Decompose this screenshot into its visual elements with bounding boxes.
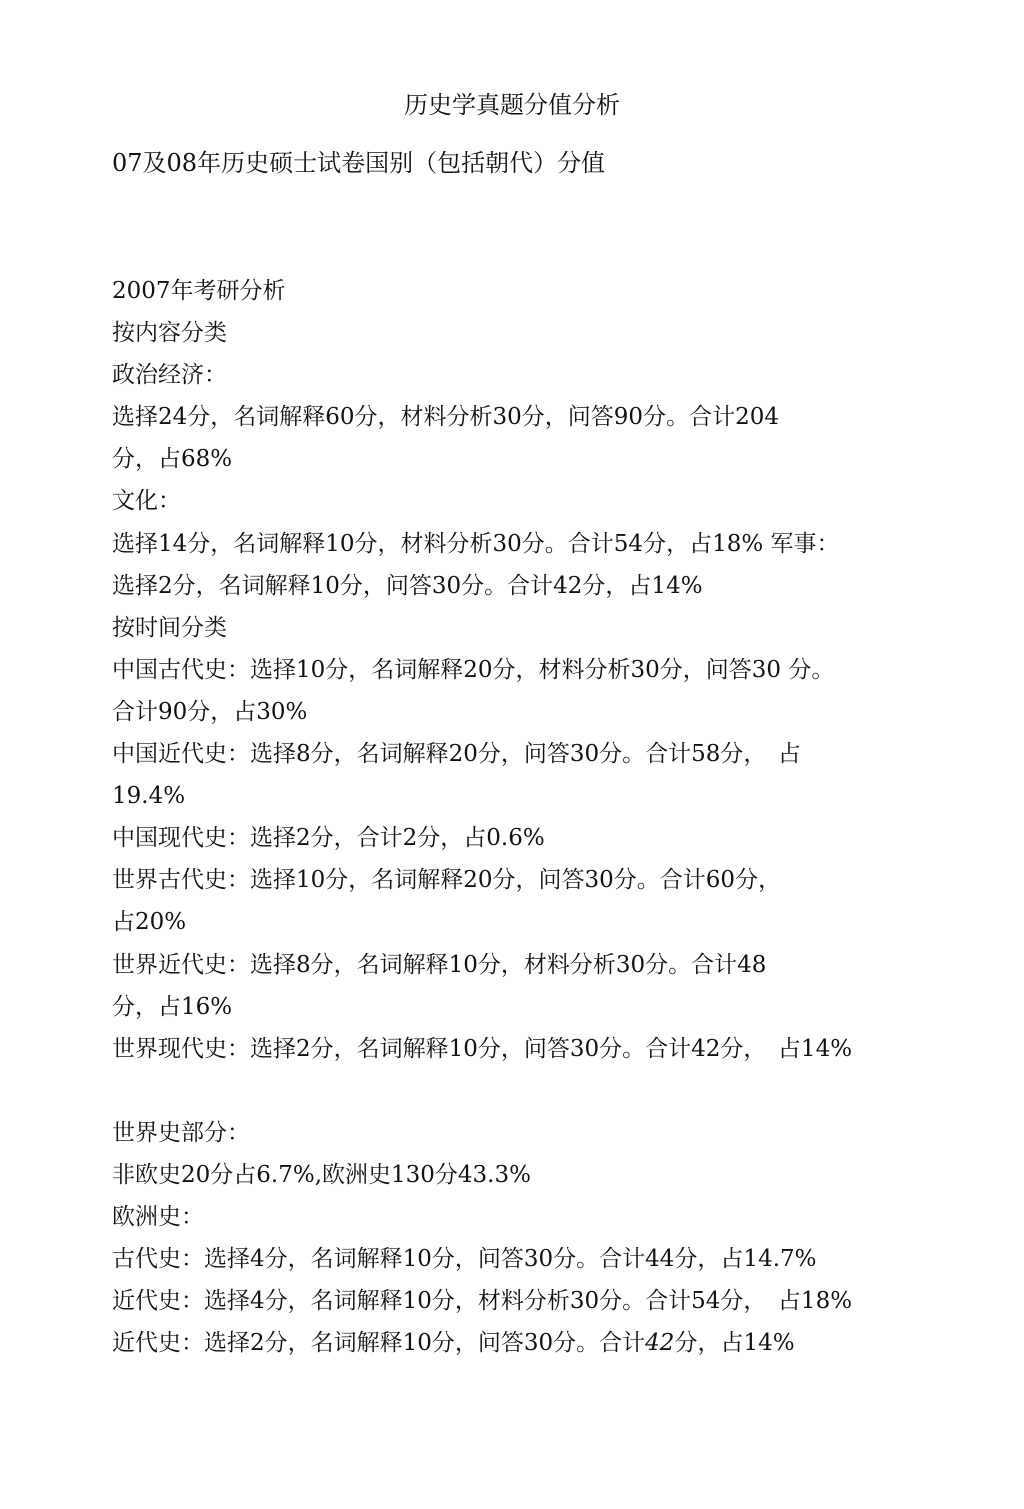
- text-line: 中国近代史：选择8分，名词解释20分，问答30分。合计58分， 占: [112, 741, 801, 768]
- text-line: 世界现代史：选择2分，名词解释10分，问答30分。合计42分， 占14%: [112, 1035, 853, 1062]
- text-line: 中国古代史：选择10分，名词解释20分，材料分析30分，问答30 分。: [112, 656, 835, 683]
- document-subtitle: 07及08年历史硕士试卷国别（包括朝代）分值: [112, 149, 606, 177]
- text-line: 选择24分，名词解释60分，材料分析30分，问答90分。合计204: [112, 404, 779, 431]
- subheading-culture: 文化：: [112, 488, 181, 515]
- text-line: 分，占68%: [112, 446, 233, 473]
- subheading-world-history: 世界史部分：: [112, 1119, 250, 1146]
- text-line: 合计90分，占30%: [112, 698, 308, 725]
- text-line: 中国现代史：选择2分，合计2分，占0.6%: [112, 825, 545, 852]
- text-line: 分，占16%: [112, 993, 233, 1020]
- text-line: 选择14分，名词解释10分，材料分析30分。合计54分，占18% 军事：: [112, 530, 840, 557]
- text-segment: 分，占14%: [674, 1330, 795, 1357]
- text-line: 19.4%: [112, 783, 186, 810]
- document-body: [112, 270, 912, 1364]
- category-heading-content: 按内容分类: [112, 320, 227, 347]
- text-line-last: [112, 1322, 912, 1364]
- text-line: 世界近代史：选择8分，名词解释10分，材料分析30分。合计48: [112, 951, 767, 978]
- text-line: 世界古代史：选择10分，名词解释20分，问答30分。合计60分，: [112, 867, 782, 894]
- italic-number: 42: [645, 1330, 675, 1357]
- text-line: 近代史：选择4分，名词解释10分，材料分析30分。合计54分， 占18%: [112, 1288, 853, 1315]
- category-heading-time: 按时间分类: [112, 614, 227, 641]
- document-title: 历史学真题分值分析: [404, 91, 620, 119]
- text-line: 非欧史20分占6.7%,欧洲史130分43.3%: [112, 1161, 531, 1188]
- subheading-politics-economy: 政治经济：: [112, 362, 227, 389]
- text-segment: 近代史：选择2分，名词解释10分，问答30分。合计: [112, 1330, 646, 1357]
- section-heading-2007: 2007年考研分析: [112, 278, 286, 304]
- subheading-european-history: 欧洲史：: [112, 1204, 204, 1231]
- text-line: 古代史：选择4分，名词解释10分，问答30分。合计44分，占14.7%: [112, 1246, 817, 1273]
- text-line: 占20%: [112, 909, 187, 936]
- blank-line: [112, 1070, 912, 1112]
- text-line: 选择2分，名词解释10分，问答30分。合计42分，占14%: [112, 572, 703, 599]
